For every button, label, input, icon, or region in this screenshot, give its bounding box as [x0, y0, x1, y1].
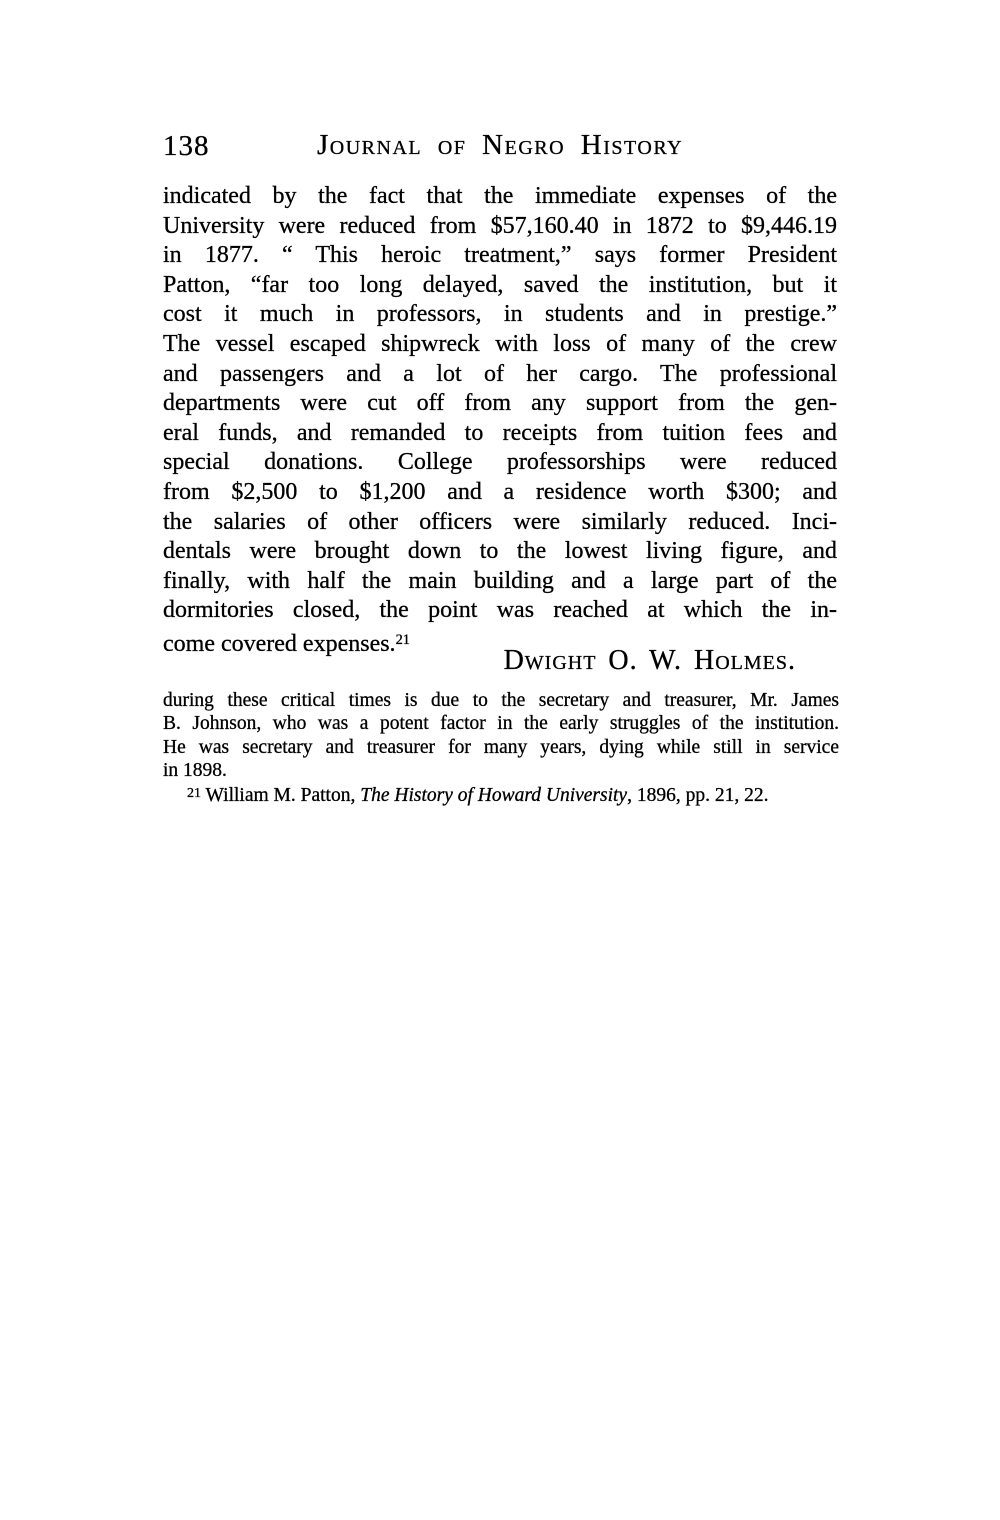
- body-line: cost it much in professors, in students and in prestige.”: [163, 301, 837, 328]
- body-line: indicated by the fact that the immediate expenses of the: [163, 183, 837, 209]
- footnote-line: during these critical times is due to the secretary and treasurer, Mr. James: [163, 690, 839, 711]
- footnote-line: in 1898.: [163, 759, 227, 781]
- body-line-text: come covered expenses.: [163, 630, 396, 657]
- footnote-line: B. Johnson, who was a potent factor in the early struggles of the institution.: [163, 713, 839, 735]
- body-line: The vessel escaped shipwreck with loss of many of the crew: [163, 330, 837, 357]
- page-number: 138: [163, 130, 210, 162]
- footnote-author: William M. Patton,: [201, 785, 361, 807]
- running-head: Journal of Negro History: [316, 129, 684, 161]
- body-line: dentals were brought down to the lowest living figure, and: [163, 538, 837, 565]
- body-line: Patton, “far too long delayed, saved the institution, but it: [163, 271, 837, 298]
- body-line: eral funds, and remanded to receipts from tuition fees and: [163, 419, 837, 446]
- body-line: from $2,500 to $1,200 and a residence worth $300; and: [163, 478, 837, 505]
- footnote-line: He was secretary and treasurer for many years, dying while still in service: [163, 736, 839, 758]
- footnote-reference: 21: [395, 631, 410, 648]
- body-line: dormitories closed, the point was reached at which the in-: [163, 597, 837, 624]
- footnotes: [163, 689, 839, 807]
- body-line: and passengers and a lot of her cargo. The professional: [163, 360, 837, 387]
- footnote-citation-tail: , 1896, pp. 21, 22.: [627, 785, 769, 807]
- footnote-21: [163, 782, 839, 807]
- body-line: finally, with half the main building and a large part of the: [163, 567, 837, 594]
- body-line: University were reduced from $57,160.40 in 1872 to $9,446.19: [163, 212, 837, 239]
- body-line: in 1877. “ This heroic treatment,” says former President: [163, 242, 837, 269]
- author-signature: Dwight O. W. Holmes.: [503, 645, 796, 676]
- body-line: special donations. College professorships were reduced: [163, 449, 837, 476]
- article-body: [163, 182, 837, 660]
- footnote-number: 21: [187, 785, 202, 802]
- footnote-book-title: The History of Howard University: [360, 785, 628, 807]
- body-line: departments were cut off from any support from the gen-: [163, 390, 837, 417]
- body-line: the salaries of other officers were similarly reduced. Inci-: [163, 508, 837, 535]
